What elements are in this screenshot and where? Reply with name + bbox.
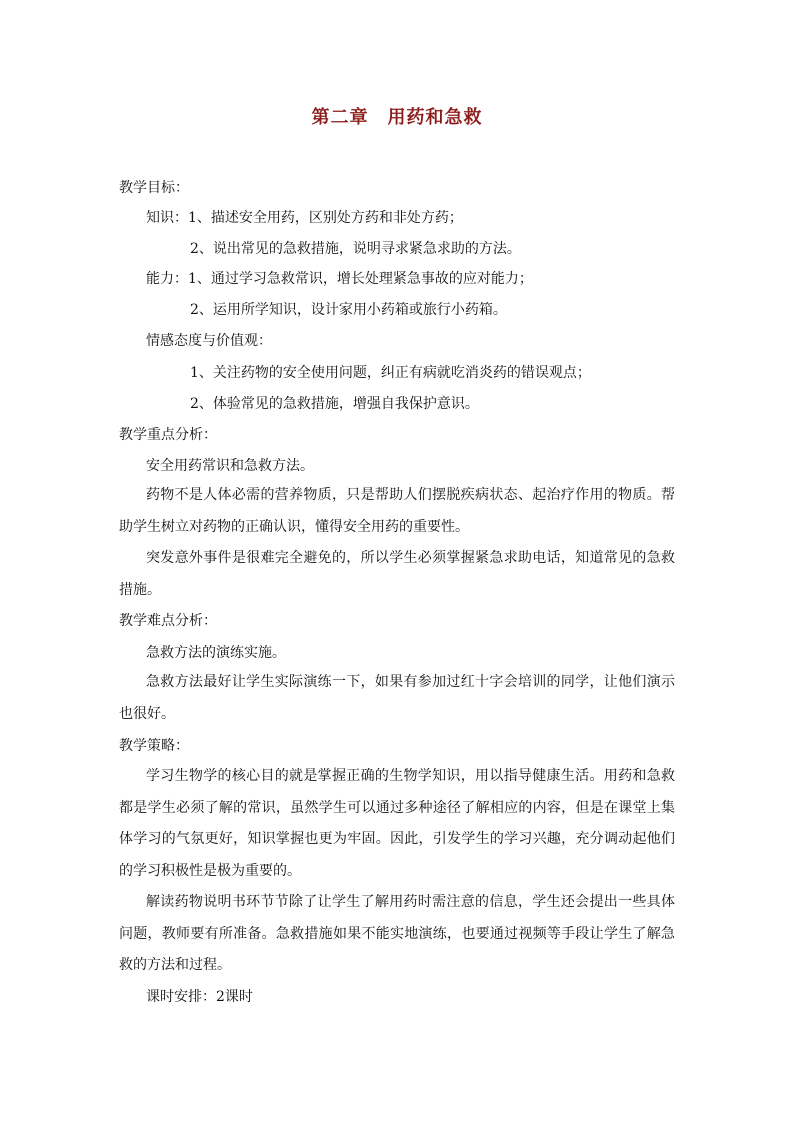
knowledge-objective-2: 2、说出常见的急救措施，说明寻求紧急求助的方法。: [190, 241, 521, 257]
page-title: 第二章 用药和急救: [311, 107, 483, 128]
attitude-objective-1: 1、关注药物的安全使用问题，纠正有病就吃消炎药的错误观点；: [190, 365, 591, 381]
objectives-heading: 教学目标：: [119, 180, 189, 196]
knowledge-objective-1: 知识：1、描述安全用药，区别处方药和非处方药；: [146, 210, 463, 226]
difficulties-paragraph: 急救方法最好让学生实际演练一下，如果有参加过红十字会培训的同学，让他们演示也很好。: [119, 674, 675, 722]
key-points-heading: 教学重点分析：: [119, 427, 217, 443]
attitude-objective-2: 2、体验常见的急救措施，增强自我保护意识。: [190, 396, 479, 412]
ability-objective-1: 能力：1、通过学习急救常识，增长处理紧急事故的应对能力；: [146, 271, 533, 287]
difficulties-heading: 教学难点分析：: [119, 613, 217, 629]
key-points-summary: 安全用药常识和急救方法。: [146, 458, 314, 474]
attitude-heading: 情感态度与价值观：: [146, 333, 272, 349]
ability-objective-2: 2、运用所学知识，设计家用小药箱或旅行小药箱。: [190, 302, 507, 318]
strategy-heading: 教学策略：: [119, 738, 189, 754]
strategy-paragraph-2: 解读药物说明书环节节除了让学生了解用药时需注意的信息，学生还会提出一些具体问题，教师要有所准备。急救措施如果不能实地演练，也要通过视频等手段让学生了解急救的方法和过程。: [119, 894, 675, 973]
key-points-paragraph-2: 突发意外事件是很难完全避免的，所以学生必须掌握紧急求助电话，知道常见的急救措施。: [119, 550, 675, 598]
class-schedule: 课时安排：2课时: [146, 989, 253, 1005]
key-points-paragraph-1: 药物不是人体必需的营养物质，只是帮助人们摆脱疾病状态、起治疗作用的物质。帮助学生树立对药物的正确认识，懂得安全用药的重要性。: [119, 487, 675, 535]
strategy-paragraph-1: 学习生物学的核心目的就是掌握正确的生物学知识，用以指导健康生活。用药和急救都是学生必须了解的常识，虽然学生可以通过多种途径了解相应的内容，但是在课堂上集体学习的气氛更好，知识掌握也更为牢固。因此，引发学生的学习兴趣，充分调动起他们的学习积极性是极为重要的。: [119, 768, 675, 879]
difficulties-summary: 急救方法的演练实施。: [146, 645, 286, 661]
